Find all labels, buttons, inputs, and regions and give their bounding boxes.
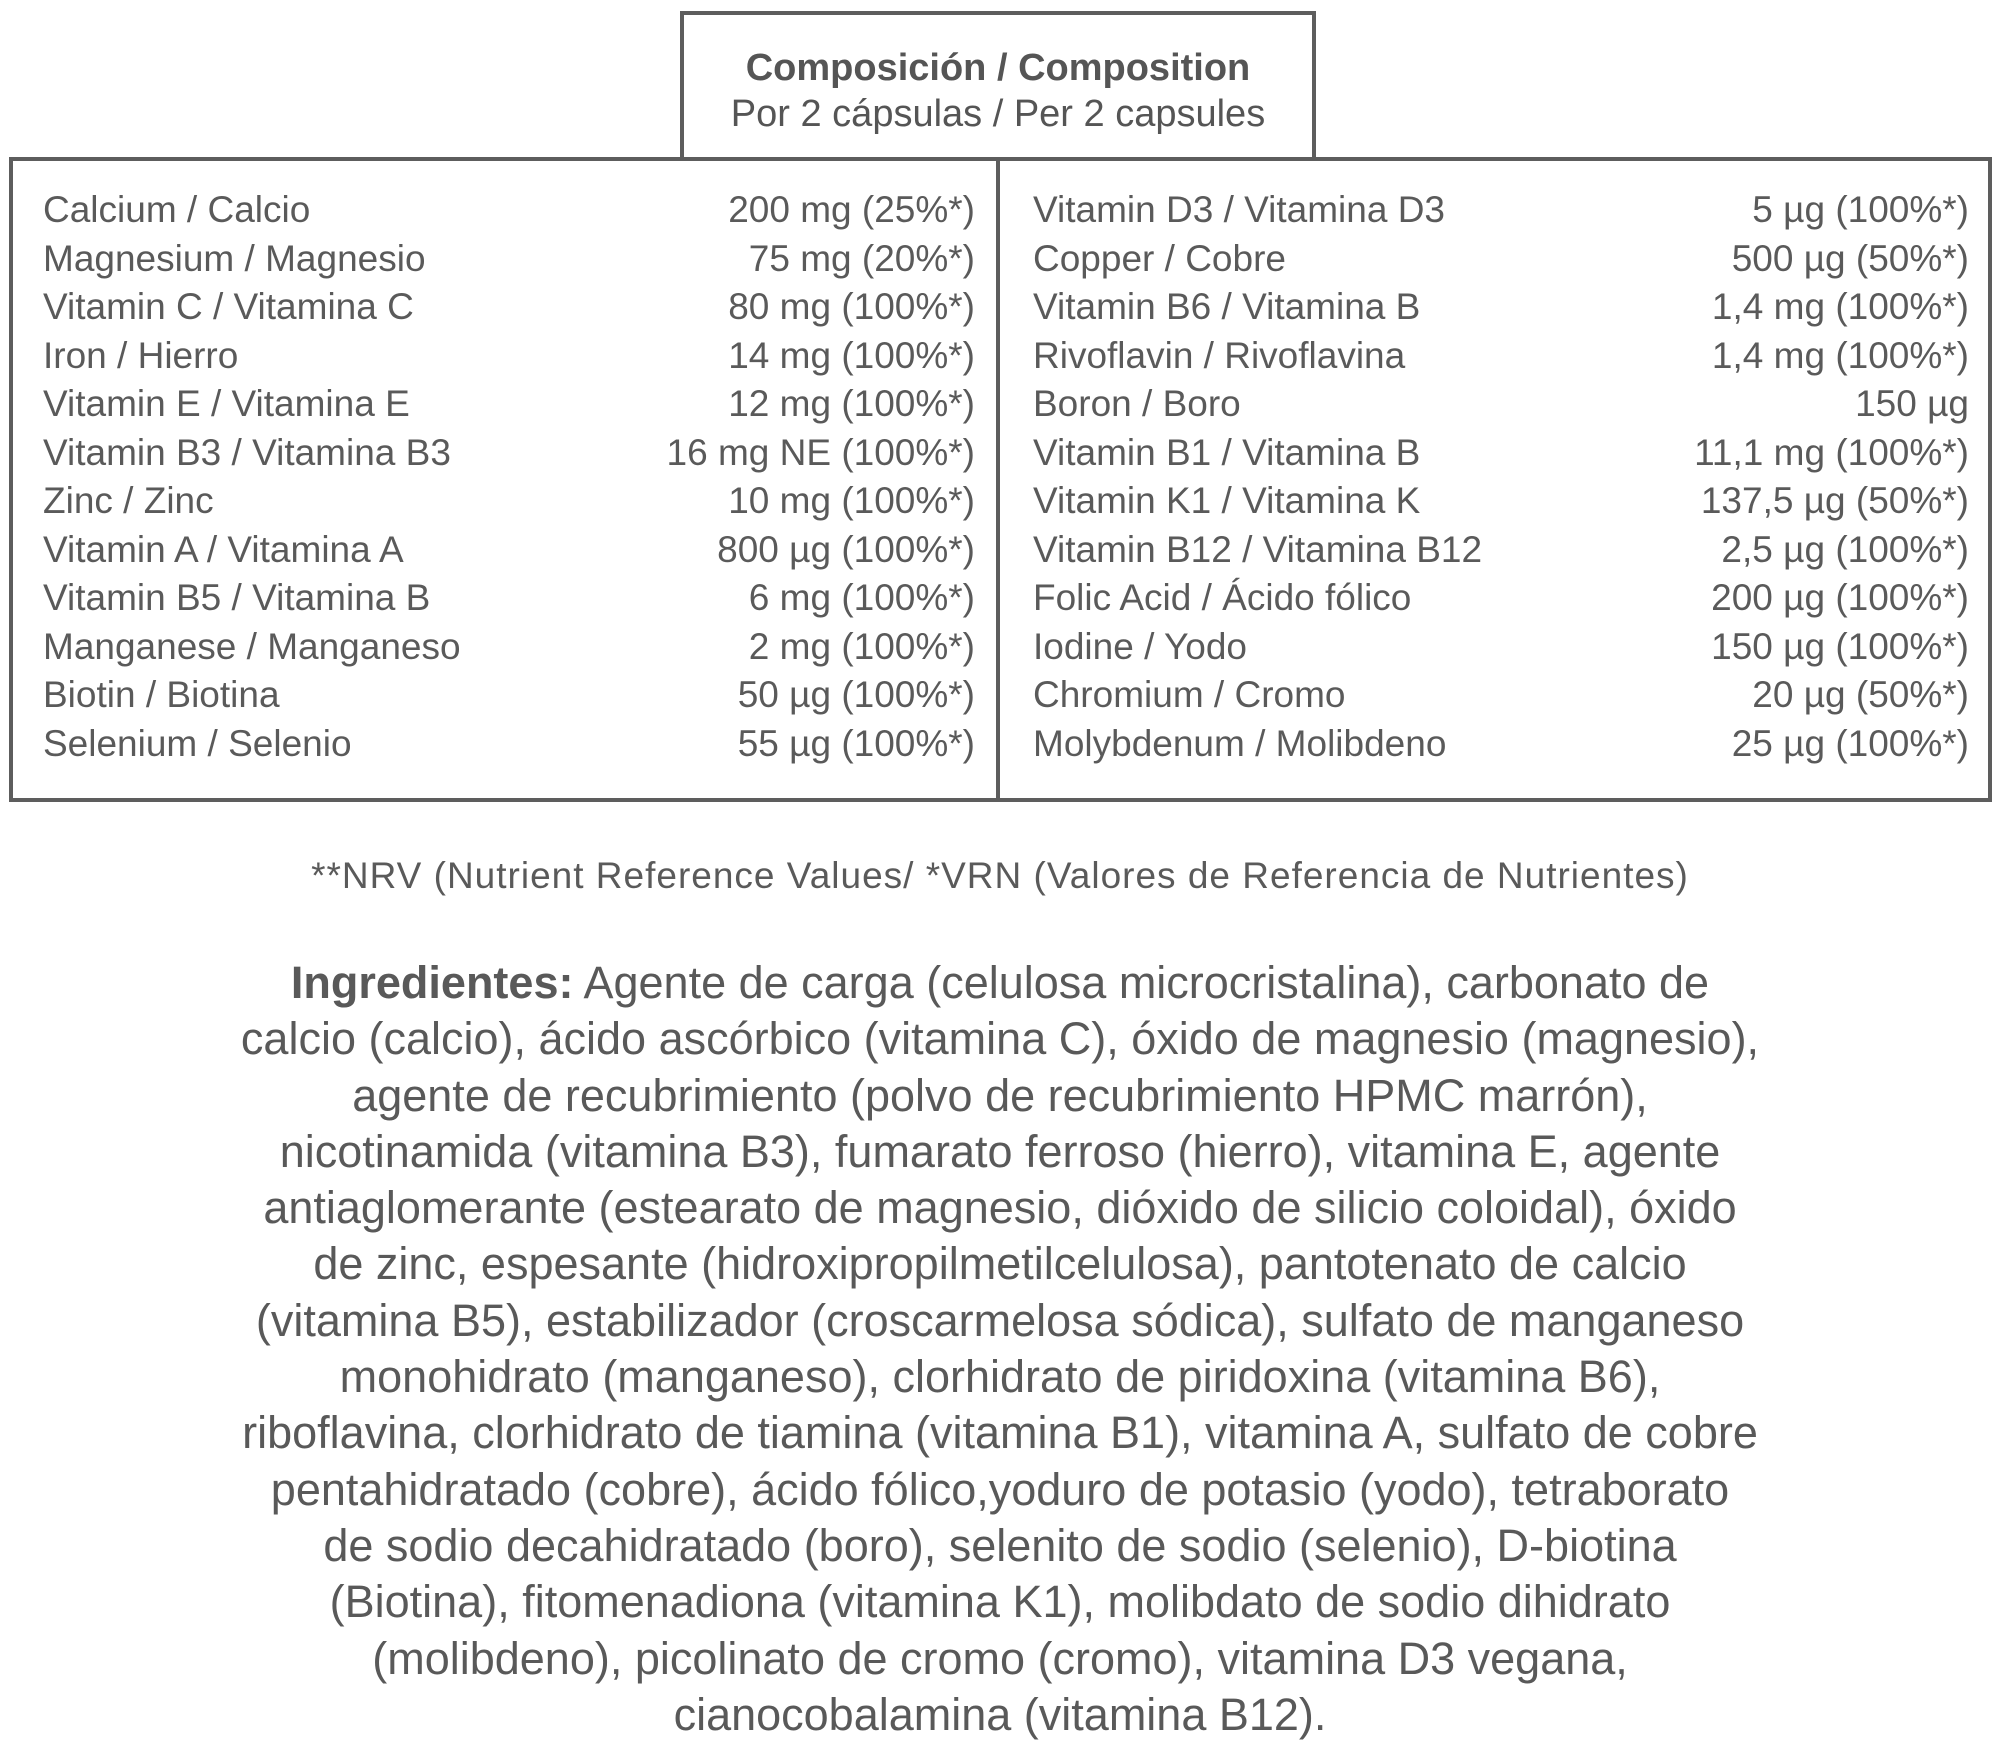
nutrient-name: Vitamin E / Vitamina E [43,383,410,424]
nutrient-value: 10 mg (100%*) [728,480,975,521]
nutrient-name: Vitamin D3 / Vitamina D3 [1033,189,1445,230]
ingredients-line [100,955,1900,1011]
ingredients-line: riboflavina, clorhidrato de tiamina (vitamina B1), vitamina A, sulfato de cobre [242,1407,1758,1459]
nutrient-value: 25 µg (100%*) [1731,722,1969,764]
nutrient-name: Manganese / Manganeso [43,625,461,667]
nrv-footnote: **NRV (Nutrient Reference Values/ *VRN (Valores de Referencia de Nutrientes) [311,855,1689,896]
nutrient-name: Vitamin A / Vitamina A [43,528,404,570]
nutrient-value: 200 µg (100%*) [1711,577,1969,618]
nutrient-value: 16 mg NE (100%*) [666,431,975,473]
table-row [43,720,975,769]
ingredients-line: (vitamina B5), estabilizador (croscarmelosa sódica), sulfato de manganeso [255,1294,1745,1346]
nutrient-value: 150 µg (100%*) [1711,625,1969,667]
table-row [1033,429,1969,478]
table-row [43,671,975,720]
ingredients-line: antiaglomerante (estearato de magnesio, dióxido de silicio coloidal), óxido [263,1182,1737,1234]
nutrient-name: Vitamin K1 / Vitamina K [1033,480,1421,521]
table-row [43,235,975,284]
ingredients-line: agente de recubrimiento (polvo de recubrimiento HPMC marrón), [352,1069,1648,1121]
ingredients-line: de sodio decahidratado (boro), selenito de sodio (selenio), D-biotina [323,1519,1677,1571]
table-row [1033,477,1969,526]
nutrient-name: Folic Acid / Ácido fólico [1033,577,1412,618]
ingredients-paragraph [100,955,1900,1743]
ingredients-line: (molibdeno), picolinato de cromo (cromo), vitamina D3 vegana, [372,1632,1628,1684]
nutrient-value: 14 mg (100%*) [728,334,975,376]
table-row [43,526,975,575]
nutrient-value: 20 µg (50%*) [1752,674,1969,715]
nutrient-value: 11,1 mg (100%*) [1694,431,1969,473]
nutrient-value: 12 mg (100%*) [728,383,975,424]
column-divider [996,161,1000,798]
nutrient-name: Calcium / Calcio [43,189,311,230]
nutrient-value: 1,4 mg (100%*) [1711,286,1969,327]
nutrient-name: Zinc / Zinc [43,480,214,521]
nutrient-value: 500 µg (50%*) [1731,237,1969,279]
nutrient-value: 800 µg (100%*) [717,528,975,570]
nutrient-name: Selenium / Selenio [43,722,352,764]
table-row [43,574,975,623]
ingredients-line: nicotinamida (vitamina B3), fumarato ferroso (hierro), vitamina E, agente [279,1125,1721,1177]
table-row [43,186,975,235]
nutrient-name: Copper / Cobre [1033,237,1286,279]
table-row [43,380,975,429]
nutrient-value: 6 mg (100%*) [748,577,975,618]
nutrient-name: Boron / Boro [1033,383,1241,424]
nutrient-name: Rivoflavin / Rivoflavina [1033,334,1406,376]
table-row [1033,574,1969,623]
nutrient-name: Iron / Hierro [43,334,239,376]
left-column [43,186,975,768]
nutrient-name: Biotin / Biotina [43,674,280,715]
table-row [1033,283,1969,332]
nutrient-value: 2 mg (100%*) [748,625,975,667]
nutrient-name: Chromium / Cromo [1033,674,1346,715]
right-column [1033,186,1969,768]
table-row [1033,526,1969,575]
table-row [1033,380,1969,429]
ingredients-label: Ingredientes: [290,957,574,1008]
table-row [1033,671,1969,720]
ingredients-line: calcio (calcio), ácido ascórbico (vitamina C), óxido de magnesio (magnesio), [240,1013,1760,1065]
composition-subtitle: Por 2 cápsulas / Per 2 capsules [730,93,1266,135]
ingredients-line: (Biotina), fitomenadiona (vitamina K1), molibdato de sodio dihidrato [329,1576,1671,1628]
nutrient-name: Vitamin B12 / Vitamina B12 [1033,528,1483,570]
ingredients-text: Agente de carga (celulosa microcristalina), carbonato de [573,957,1710,1008]
table-row [1033,235,1969,284]
nutrient-value: 75 mg (20%*) [748,237,975,279]
nutrient-value: 5 µg (100%*) [1752,189,1969,230]
nutrient-value: 200 mg (25%*) [728,189,975,230]
nutrient-value: 137,5 µg (50%*) [1700,480,1969,521]
composition-table [9,157,1992,802]
table-row [43,283,975,332]
nutrient-name: Vitamin B6 / Vitamina B [1033,286,1421,327]
table-row [1033,720,1969,769]
table-row [43,332,975,381]
nutrient-value: 2,5 µg (100%*) [1721,528,1969,570]
ingredients-line: de zinc, espesante (hidroxipropilmetilcelulosa), pantotenato de calcio [313,1238,1687,1290]
ingredients-line: pentahidratado (cobre), ácido fólico,yoduro de potasio (yodo), tetraborato [270,1463,1730,1515]
nutrient-name: Iodine / Yodo [1033,625,1247,667]
nutrient-name: Molybdenum / Molibdeno [1033,722,1447,764]
table-row [1033,623,1969,672]
ingredients-line: monohidrato (manganeso), clorhidrato de piridoxina (vitamina B6), [339,1351,1661,1403]
nutrient-name: Vitamin B3 / Vitamina B3 [43,431,451,473]
table-row [1033,186,1969,235]
composition-header [680,11,1316,158]
nutrient-value: 55 µg (100%*) [737,722,975,764]
table-row [1033,332,1969,381]
composition-title: Composición / Composition [745,47,1251,89]
nutrient-value: 1,4 mg (100%*) [1711,334,1969,376]
table-row [43,477,975,526]
nutrient-name: Vitamin B5 / Vitamina B [43,577,431,618]
nutrient-value: 80 mg (100%*) [728,286,975,327]
ingredients-line: cianocobalamina (vitamina B12). [673,1688,1327,1740]
nutrient-name: Vitamin B1 / Vitamina B [1033,431,1421,473]
nutrient-name: Vitamin C / Vitamina C [43,286,414,327]
nutrient-name: Magnesium / Magnesio [43,237,426,279]
nutrient-value: 50 µg (100%*) [737,674,975,715]
table-row [43,623,975,672]
table-row [43,429,975,478]
nutrient-value: 150 µg [1855,383,1969,424]
